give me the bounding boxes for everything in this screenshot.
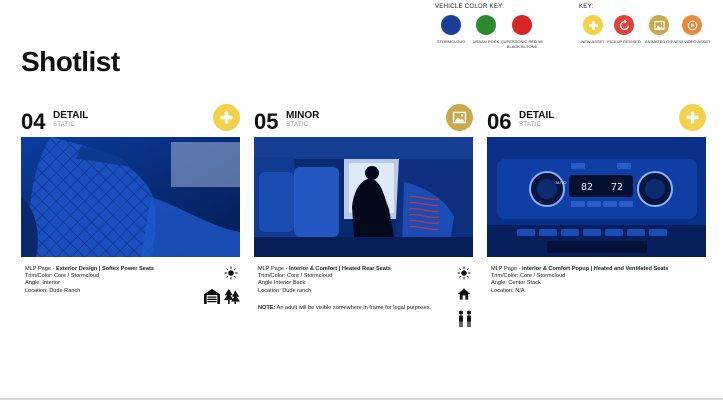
shot-note bbox=[258, 305, 458, 311]
page-title: Shotlist bbox=[21, 46, 120, 77]
new-asset-badge bbox=[213, 104, 240, 131]
mlp-prefix: MLP Page - bbox=[258, 266, 289, 272]
shot-number: 04 bbox=[21, 109, 46, 134]
shot-number: 06 bbox=[487, 109, 512, 134]
shot-number: 05 bbox=[254, 109, 279, 134]
rear-seats-image bbox=[254, 137, 473, 257]
angle: Angle: Center Stack bbox=[491, 280, 541, 287]
location: Location: Dude Ranch bbox=[25, 287, 81, 294]
shot-details bbox=[25, 266, 205, 295]
climate-right-temp: 72 bbox=[610, 182, 624, 193]
refresh-icon bbox=[618, 19, 631, 32]
swatch-urban-rock bbox=[476, 15, 496, 35]
location: Location: Dude ranch bbox=[258, 287, 312, 294]
note-label: NOTE: bbox=[258, 305, 276, 311]
vehicle-color-key bbox=[435, 4, 555, 54]
shot-title: DETAIL bbox=[519, 110, 555, 121]
shot-subtitle: STATIC bbox=[286, 122, 309, 128]
trim-color: Trim/Color: Core / Stormcloud bbox=[491, 273, 566, 280]
shot-photo-seat-detail bbox=[21, 137, 240, 257]
angle: Angle: Interior bbox=[25, 280, 60, 287]
key-label-animated-gif: ANIMATED GIF bbox=[644, 39, 674, 44]
shot-title: MINOR bbox=[286, 110, 320, 121]
new-asset-badge bbox=[679, 104, 706, 131]
center-stack-image bbox=[487, 137, 706, 257]
shot-details bbox=[258, 266, 438, 295]
house-icon bbox=[457, 287, 471, 301]
vehicle-color-key-heading: VEHICLE COLOR KEY: bbox=[435, 4, 505, 10]
trees-icon bbox=[224, 288, 240, 304]
trim-color: Trim/Color: Core / Stormcloud bbox=[258, 273, 333, 280]
key-new-asset bbox=[583, 15, 603, 35]
key-label-new-video-asset: NEW VIDEO ASSET bbox=[673, 39, 711, 44]
shot-subtitle: STATIC bbox=[53, 122, 76, 128]
sun-icon bbox=[224, 266, 238, 280]
trim-color: Trim/Color: Core / Stormcloud bbox=[25, 273, 100, 280]
icon-key bbox=[579, 4, 719, 54]
swatch-label-stormcloud: STORMCLOUD bbox=[436, 39, 466, 44]
image-icon bbox=[653, 19, 666, 32]
mlp-page: Interior & Comfort | Heated Rear Seats bbox=[289, 266, 391, 272]
shot-subtitle: STATIC bbox=[519, 122, 542, 128]
mlp-prefix: MLP Page - bbox=[25, 266, 56, 272]
swatch-supersonic-red bbox=[512, 15, 532, 35]
key-pickup-revised bbox=[614, 15, 634, 35]
icon-key-heading: KEY: bbox=[579, 4, 594, 10]
mlp-prefix: MLP Page - bbox=[491, 266, 522, 272]
seat-detail-image bbox=[21, 137, 240, 257]
shot-photo-rear-seats bbox=[254, 137, 473, 257]
plus-icon bbox=[218, 109, 235, 126]
image-icon bbox=[451, 109, 468, 126]
key-new-video-asset bbox=[682, 15, 702, 35]
plus-icon bbox=[684, 109, 701, 126]
animated-gif-badge bbox=[446, 104, 473, 131]
video-icon bbox=[686, 19, 699, 32]
mlp-page: Exterior Design | Softex Power Seats bbox=[56, 266, 154, 272]
climate-mode: AUTO bbox=[555, 180, 567, 185]
angle: Angle:Interior Back bbox=[258, 280, 306, 287]
mlp-page: Interior & Comfort Popup | Heated and Ventilated Seats bbox=[522, 266, 669, 272]
plus-icon bbox=[587, 19, 600, 32]
garage-icon bbox=[203, 288, 221, 304]
swatch-stormcloud bbox=[441, 15, 461, 35]
shot-photo-center-stack bbox=[487, 137, 706, 257]
note-text: An adult will be visible somewhere in frame for legal purposes. bbox=[275, 305, 432, 311]
key-animated-gif bbox=[649, 15, 669, 35]
sun-icon bbox=[457, 266, 471, 280]
shot-title: DETAIL bbox=[53, 110, 89, 121]
key-label-pickup-revised: PICKUP REVISED bbox=[607, 39, 641, 44]
shot-details bbox=[491, 266, 706, 295]
swatch-label-supersonic-red: SUPERSONIC RED W/ BLACK BI-TONE bbox=[500, 39, 543, 49]
people-icon bbox=[457, 310, 473, 328]
key-label-new-asset: NEW ASSET bbox=[581, 39, 605, 44]
location: Location: N/A bbox=[491, 287, 525, 294]
swatch-label-urban-rock: URBAN ROCK bbox=[472, 39, 500, 44]
climate-left-temp: 82 bbox=[580, 182, 594, 193]
